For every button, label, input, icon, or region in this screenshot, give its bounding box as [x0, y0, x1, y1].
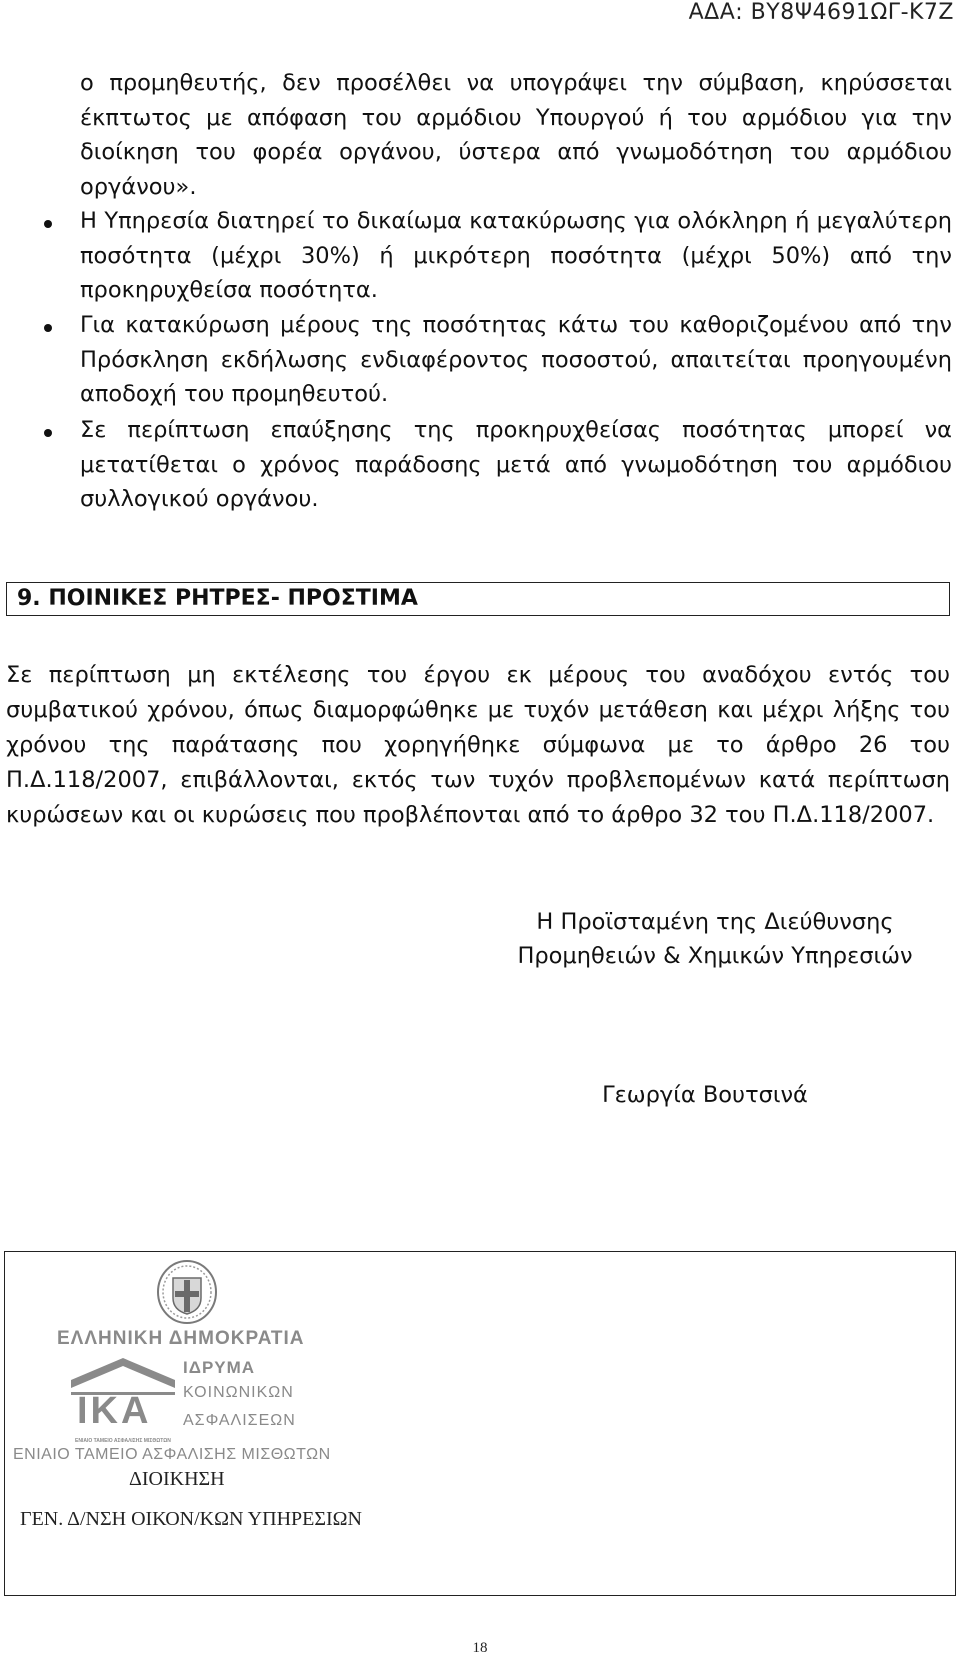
greek-coat-of-arms-icon	[155, 1258, 219, 1326]
stamp-fund: ΕΝΙΑΙΟ ΤΑΜΕΙΟ ΑΣΦΑΛΙΣΗΣ ΜΙΣΘΩΤΩΝ	[13, 1446, 331, 1463]
signature-name: Γεωργία Βουτσινά	[602, 1082, 808, 1108]
bullet-dot-icon	[44, 220, 52, 228]
signature-role-line1: Η Προϊσταμένη της Διεύθυνσης	[536, 909, 894, 935]
bullet-dot-icon	[44, 324, 52, 332]
stamp-republic: ΕΛΛΗΝΙΚΗ ΔΗΜΟΚΡΑΤΙΑ	[57, 1328, 305, 1349]
section-body: Σε περίπτωση μη εκτέλεσης του έργου εκ μέρους του αναδόχου εντός του συμβατικού χρόνου, όπως διαμορφώθηκε με τυχόν μετάθεση και μέχρι λήξης του χρόνου της παράτασης που χορηγήθηκε σύμφωνα με το άρθρο 26 του Π.Δ.118/2007, επιβάλλονται, εκτός των τυχόν προβλεπομένων κατά περίπτωση κυρώσεων και οι κυρώσεις που προβλέπονται από το άρθρο 32 του Π.Δ.118/2007.	[6, 662, 950, 828]
stamp-box	[4, 1251, 956, 1596]
section-header-box	[6, 582, 950, 616]
section-title: 9. ΠΟΙΝΙΚΕΣ ΡΗΤΡΕΣ- ΠΡΟΣΤΙΜΑ	[17, 586, 418, 611]
stamp-institute-line1: ΙΔΡΥΜΑ	[183, 1358, 256, 1377]
page-number: 18	[472, 1640, 488, 1656]
intro-paragraph: ο προμηθευτής, δεν προσέλθει να υπογράψει την σύμβαση, κηρύσσεται έκπτωτος με απόφαση του αρμόδιου Υπουργού ή του αρμόδιου για την διοίκηση του φορέα οργάνου, ύστερα από γνωμοδότηση του αρμόδιου οργάνου».	[80, 70, 952, 200]
ika-logo-text: IKA	[77, 1390, 152, 1432]
ada-code: ΑΔΑ: ΒΥ8Ψ4691ΩΓ-Κ7Ζ	[688, 0, 954, 25]
bullet-item: Η Υπηρεσία διατηρεί το δικαίωμα κατακύρωσης για ολόκληρη ή μεγαλύτερη ποσότητα (μέχρι 30%) ή μικρότερη ποσότητα (μέχρι 50%) από την προκηρυχθείσα ποσότητα.	[80, 208, 952, 303]
stamp-administration: ΔΙΟΙΚΗΣΗ	[129, 1468, 225, 1490]
stamp-directorate: ΓΕΝ. Δ/ΝΣΗ ΟΙΚΟΝ/ΚΩΝ ΥΠΗΡΕΣΙΩΝ	[20, 1508, 362, 1530]
bullet-dot-icon	[44, 429, 52, 437]
bullet-item: Για κατακύρωση μέρους της ποσότητας κάτω του καθοριζομένου από την Πρόσκληση εκδήλωσης ενδιαφέροντος ποσοστού, απαιτείται προηγουμένη αποδοχή του προμηθευτού.	[80, 312, 952, 407]
bullet-item: Σε περίπτωση επαύξησης της προκηρυχθείσας ποσότητας μπορεί να μετατίθεται ο χρόνος παράδοσης μετά από γνωμοδότηση του αρμόδιου συλλογικού οργάνου.	[80, 417, 952, 512]
stamp-institute-line2: ΚΟΙΝΩΝΙΚΩΝ	[183, 1384, 294, 1401]
signature-role-line2: Προμηθειών & Χημικών Υπηρεσιών	[517, 943, 913, 969]
ika-logo-subtext: ΕΝΙΑΙΟ ΤΑΜΕΙΟ ΑΣΦΑΛΙΣΗΣ ΜΙΣΘΩΤΩΝ	[75, 1438, 171, 1444]
stamp-institute-line3: ΑΣΦΑΛΙΣΕΩΝ	[183, 1412, 296, 1429]
